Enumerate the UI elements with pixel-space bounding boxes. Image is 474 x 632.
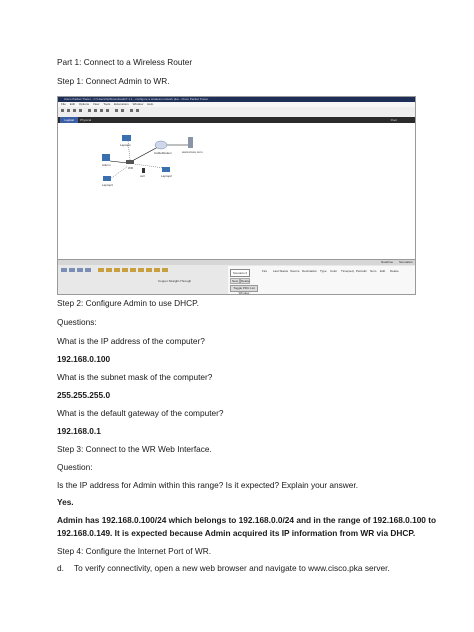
pdu-col-fire: Fire (262, 269, 268, 273)
pdu-panel (228, 266, 415, 295)
topology-diagram (58, 123, 415, 259)
new-icon[interactable] (61, 109, 64, 112)
answer-explanation-line2: 192.168.0.149. It is expected because Admin acquired its IP information from WR via DHCP. (57, 528, 416, 538)
redo-icon[interactable] (106, 109, 109, 112)
wireless-router-icon (126, 160, 134, 164)
pdu-col-destination: Destination (302, 269, 318, 273)
laptop3-icon (103, 176, 111, 181)
pdu-col-time: Time(sec) (341, 269, 355, 273)
label-laptop3: Laptop3 (102, 183, 113, 187)
cable-phone-icon[interactable] (130, 268, 136, 272)
answer-mask: 255.255.255.0 (57, 390, 111, 400)
question-gateway: What is the default gateway of the computer? (57, 408, 224, 418)
logical-workspace[interactable] (58, 123, 415, 259)
pdu-col-last-status: Last Status (273, 269, 289, 273)
pdu-col-delete: Delete (390, 269, 399, 273)
root-label: Root (390, 118, 397, 122)
link-laptop3-wr (110, 166, 128, 179)
paste-icon[interactable] (94, 109, 97, 112)
label-laptop1: Laptop1 (120, 143, 131, 147)
device-icon[interactable] (136, 109, 139, 112)
bottom-panel (58, 259, 415, 295)
label-wr: WR (128, 166, 133, 170)
window-titlebar: Cisco Packet Tracer - C:\Users\hp\Downloads\7.1.1 - configure a wireless network.pka - Cisco Packet Tracer (58, 97, 415, 102)
list-marker: d. (57, 563, 64, 573)
cable-usb-icon[interactable] (162, 268, 168, 272)
label-cisco-server: www.cisco.com (182, 150, 203, 154)
cable-straight-icon[interactable] (106, 268, 112, 272)
menu-edit[interactable]: Edit (69, 102, 75, 106)
cable-octal-icon[interactable] (154, 268, 160, 272)
save-icon[interactable] (73, 109, 76, 112)
menu-options[interactable]: Options (78, 102, 90, 106)
scenario-select[interactable]: Scenario 0 (230, 269, 250, 277)
label-cable-modem: CableModem (154, 151, 172, 155)
cable-serial-icon[interactable] (146, 268, 152, 272)
pdu-col-periodic: Periodic (356, 269, 367, 273)
menu-window[interactable]: Window (132, 102, 144, 106)
cell-icon (142, 168, 145, 173)
zoom-in-icon[interactable] (115, 109, 118, 112)
answer-explanation-line1: Admin has 192.168.0.100/24 which belongs to 192.168.0.0/24 and in the range of 192.168.0.100 to (57, 515, 437, 525)
new-scenario-button[interactable]: New (231, 279, 238, 283)
menu-view[interactable]: View (92, 102, 100, 106)
router-category-icon[interactable] (61, 268, 67, 272)
cable-cross-icon[interactable] (114, 268, 120, 272)
wireless-category-icon[interactable] (85, 268, 91, 272)
part-heading: Part 1: Connect to a Wireless Router (57, 57, 193, 67)
cable-modem-icon (155, 141, 167, 149)
palette-icon[interactable] (130, 109, 133, 112)
list-item-d (57, 563, 390, 574)
step4-heading: Step 4: Configure the Internet Port of WR. (57, 546, 212, 556)
tab-physical[interactable]: Physical (80, 118, 92, 122)
label-laptop2: Laptop2 (161, 174, 172, 178)
answer-gateway: 192.168.0.1 (57, 426, 101, 436)
question-mask: What is the subnet mask of the computer? (57, 372, 213, 382)
step3-heading: Step 3: Connect to the WR Web Interface. (57, 444, 212, 454)
laptop2-icon (162, 167, 170, 172)
timebar (58, 260, 415, 265)
tab-logical[interactable]: Logical (60, 117, 78, 123)
answer-ip: 192.168.0.100 (57, 354, 111, 364)
laptop1-icon (122, 135, 131, 141)
menu-file[interactable]: File (61, 102, 66, 106)
answer-yes: Yes. (57, 497, 74, 507)
question-label: Question: (57, 462, 93, 472)
label-cell: cell (140, 174, 145, 178)
questions-label: Questions: (57, 317, 97, 327)
simulation-mode[interactable]: Simulation (398, 260, 413, 264)
server-icon (188, 137, 193, 148)
pdu-col-type: Type (320, 269, 327, 273)
toggle-pdu-list-button[interactable]: Toggle PDU List Window (230, 285, 258, 292)
pdu-col-edit: Edit (380, 269, 386, 273)
step1-heading: Step 1: Connect Admin to WR. (57, 76, 170, 86)
hub-category-icon[interactable] (77, 268, 83, 272)
undo-icon[interactable] (100, 109, 103, 112)
switch-category-icon[interactable] (69, 268, 75, 272)
menu-help[interactable]: Help (147, 102, 154, 106)
admin-pc-icon (102, 154, 110, 161)
zoom-out-icon[interactable] (121, 109, 124, 112)
copy-icon[interactable] (88, 109, 91, 112)
step2-heading: Step 2: Configure Admin to use DHCP. (57, 298, 199, 308)
cable-fiber-icon[interactable] (122, 268, 128, 272)
label-admin: Admin (102, 163, 111, 167)
menu-extensions[interactable]: Extensions (114, 102, 129, 106)
print-icon[interactable] (79, 109, 82, 112)
packet-tracer-screenshot (57, 96, 416, 295)
question-range: Is the IP address for Admin within this range? Is it expected? Explain your answer. (57, 480, 359, 490)
link-admin-wr (110, 161, 128, 163)
pdu-col-color: Color (330, 269, 338, 273)
link-laptop2-wr (134, 164, 164, 168)
realtime-mode[interactable]: Realtime (381, 260, 393, 264)
connections-category-icon[interactable] (98, 268, 104, 272)
delete-scenario-button[interactable]: Delete (241, 279, 250, 283)
question-ip: What is the IP address of the computer? (57, 336, 205, 346)
device-caption: Copper Straight-Through (158, 279, 192, 283)
open-icon[interactable] (67, 109, 70, 112)
menu-tools[interactable]: Tools (103, 102, 111, 106)
list-item-text: To verify connectivity, open a new web browser and navigate to www.cisco.pka server. (74, 563, 390, 573)
cable-coax-icon[interactable] (138, 268, 144, 272)
pdu-col-source: Source (290, 269, 300, 273)
pdu-col-num: Num (370, 269, 377, 273)
